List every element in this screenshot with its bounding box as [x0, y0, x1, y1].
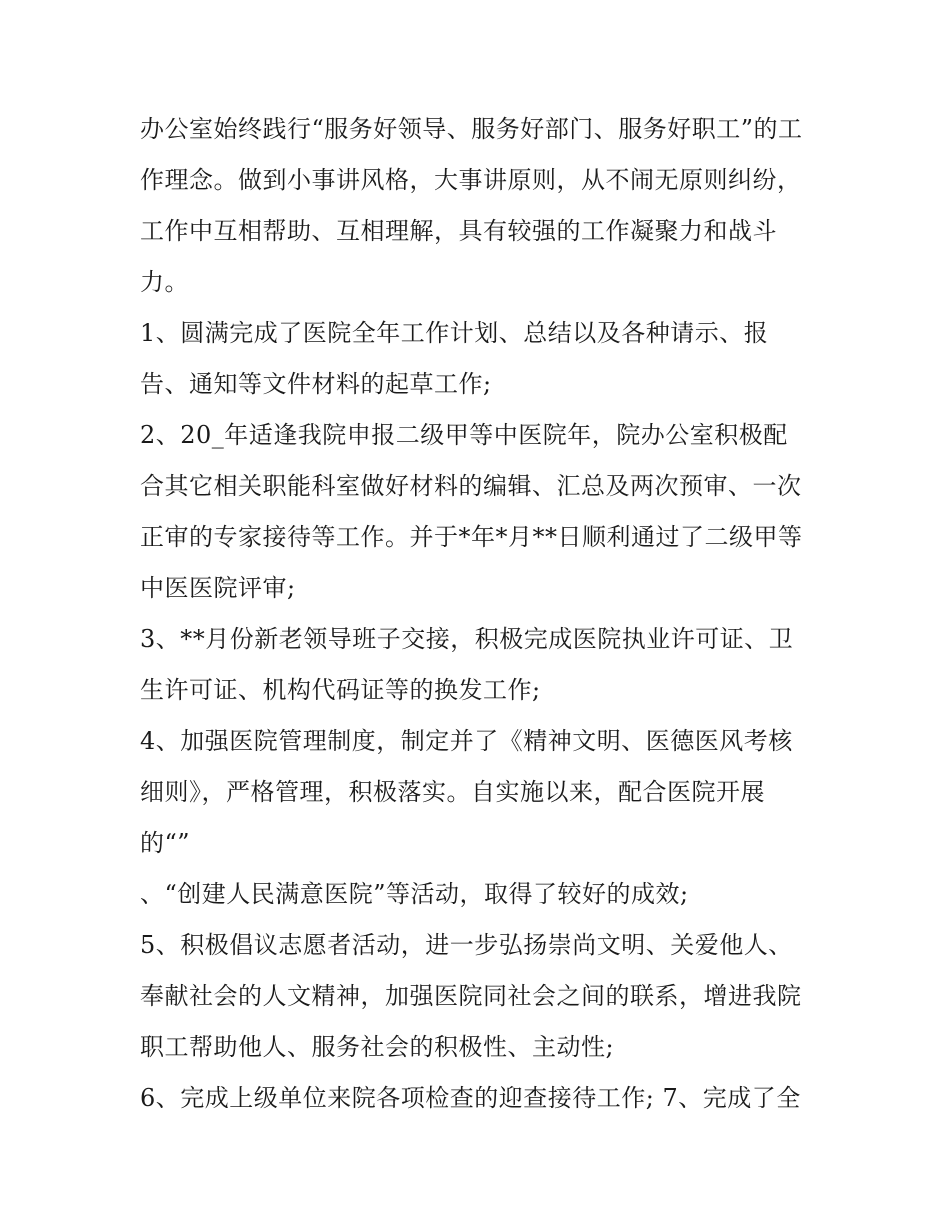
text-line: 3、**月份新老领导班子交接，积极完成医院执业许可证、卫: [140, 625, 794, 653]
text-line: 奉献社会的人文精神，加强医院同社会之间的联系，增进我院: [140, 982, 802, 1010]
text-line: 2、20_年适逢我院申报二级甲等中医院年，院办公室积极配: [140, 421, 788, 449]
text-line: 作理念。做到小事讲风格，大事讲原则，从不闹无原则纠纷，: [140, 166, 802, 194]
text-line: 4、加强医院管理制度，制定并了《精神文明、医德医风考核: [140, 727, 793, 755]
text-line: 6、完成上级单位来院各项检查的迎查接待工作; 7、完成了全: [140, 1084, 801, 1112]
text-line: 1、圆满完成了医院全年工作计划、总结以及各种请示、报: [140, 319, 769, 347]
text-line: 中医医院评审;: [140, 574, 296, 602]
text-line: 5、积极倡议志愿者活动，进一步弘扬崇尚文明、关爱他人、: [140, 931, 793, 959]
text-line: 力。: [140, 268, 189, 296]
text-line: 、“创建人民满意医院”等活动，取得了较好的成效;: [140, 880, 689, 908]
text-line: 告、通知等文件材料的起草工作;: [140, 370, 492, 398]
text-line: 生许可证、机构代码证等的换发工作;: [140, 676, 541, 704]
text-line: 职工帮助他人、服务社会的积极性、主动性;: [140, 1033, 615, 1061]
text-line: 办公室始终践行“服务好领导、服务好部门、服务好职工”的工: [140, 115, 803, 143]
text-line: 正审的专家接待等工作。并于*年*月**日顺利通过了二级甲等: [140, 523, 803, 551]
text-line: 工作中互相帮助、互相理解，具有较强的工作凝聚力和战斗: [140, 217, 777, 245]
text-line: 合其它相关职能科室做好材料的编辑、汇总及两次预审、一次: [140, 472, 802, 500]
text-line: 细则》，严格管理，积极落实。自实施以来，配合医院开展: [140, 778, 765, 806]
text-line: 的“”: [140, 829, 191, 857]
